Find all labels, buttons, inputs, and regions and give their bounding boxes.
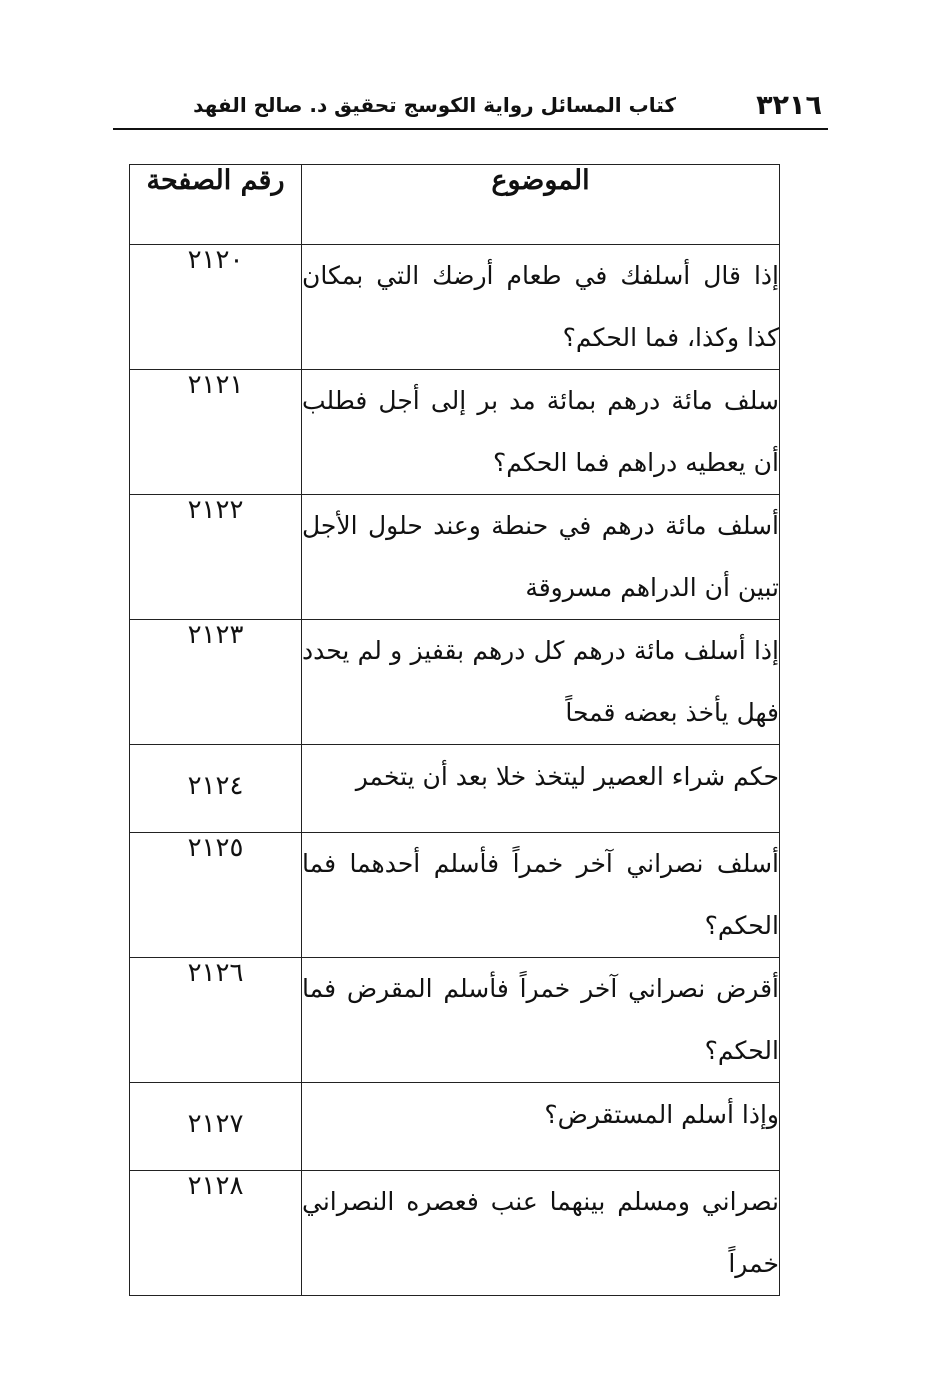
page-cell: ٢١٢٢: [130, 495, 302, 620]
page-cell: ٢١٢٤: [130, 745, 302, 833]
page-cell: ٢١٢٨: [130, 1171, 302, 1296]
topic-cell: سلف مائة درهم بمائة مد بر إلى أجل فطلب أن يعطيه دراهم فما الحكم؟: [302, 370, 780, 495]
page-cell: ٢١٢٦: [130, 958, 302, 1083]
topic-cell: إذا قال أسلفك في طعام أرضك التي بمكان كذا وكذا، فما الحكم؟: [302, 245, 780, 370]
table-row: [130, 833, 780, 958]
topic-cell: وإذا أسلم المستقرض؟: [302, 1083, 780, 1171]
index-table: [129, 164, 780, 1296]
table-row: [130, 958, 780, 1083]
table-row: [130, 620, 780, 745]
page-cell: ٢١٢٥: [130, 833, 302, 958]
topic-cell: أسلف مائة درهم في حنطة وعند حلول الأجل تبين أن الدراهم مسروقة: [302, 495, 780, 620]
page-cell: ٢١٢٠: [130, 245, 302, 370]
table-row: [130, 370, 780, 495]
column-header-topic: الموضوع: [302, 165, 780, 245]
topic-cell: إذا أسلف مائة درهم كل درهم بقفيز و لم يحدد فهل يأخذ بعضه قمحاً: [302, 620, 780, 745]
page-number: ٣٢١٦: [756, 90, 822, 121]
column-header-page: رقم الصفحة: [130, 165, 302, 245]
page-cell: ٢١٢٧: [130, 1083, 302, 1171]
table-row: [130, 245, 780, 370]
topic-cell: حكم شراء العصير ليتخذ خلا بعد أن يتخمر: [302, 745, 780, 833]
topic-cell: نصراني ومسلم بينهما عنب فعصره النصراني خمراً: [302, 1171, 780, 1296]
table-row: [130, 1171, 780, 1296]
page-header: [113, 88, 828, 126]
topic-cell: أسلف نصراني آخر خمراً فأسلم أحدهما فما الحكم؟: [302, 833, 780, 958]
page-cell: ٢١٢١: [130, 370, 302, 495]
page-cell: ٢١٢٣: [130, 620, 302, 745]
header-rule: [113, 128, 828, 130]
topic-cell: أقرض نصراني آخر خمراً فأسلم المقرض فما الحكم؟: [302, 958, 780, 1083]
table-header-row: [130, 165, 780, 245]
table-row: [130, 1083, 780, 1171]
table-row: [130, 745, 780, 833]
table-row: [130, 495, 780, 620]
running-title: كتاب المسائل رواية الكوسج تحقيق د. صالح الفهد: [193, 93, 676, 117]
